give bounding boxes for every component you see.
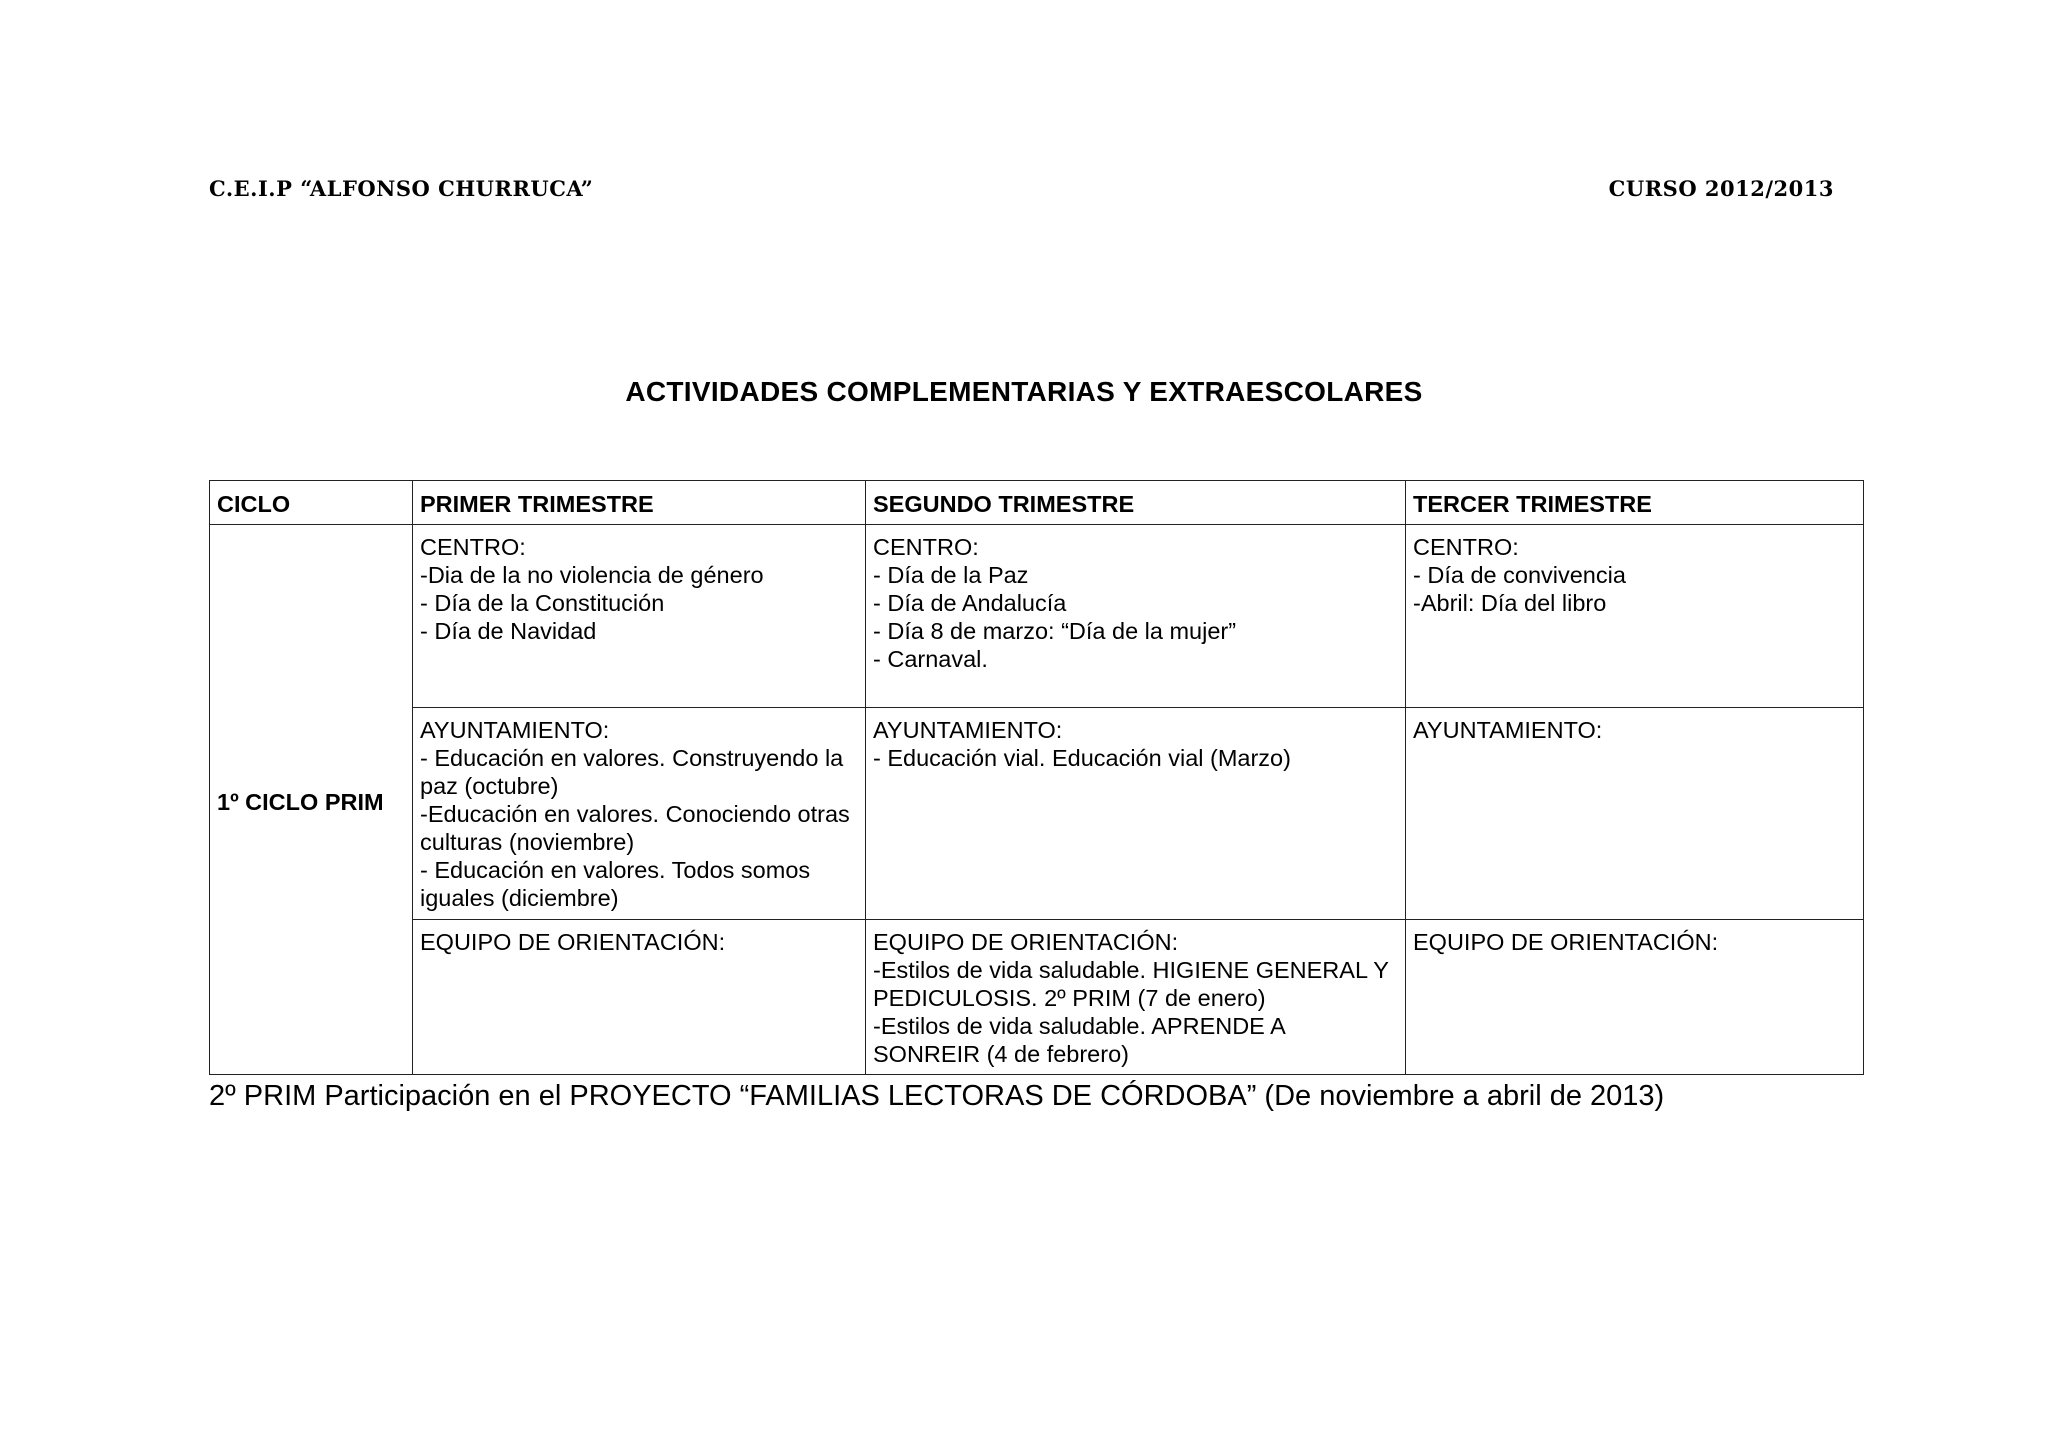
cell-line: - Día de Navidad <box>420 618 597 644</box>
ciclo-cell: 1º CICLO PRIM <box>210 525 413 1075</box>
cell-ayuntamiento-segundo <box>866 708 1406 920</box>
cell-line: CENTRO: <box>420 534 526 560</box>
cell-line: EQUIPO DE ORIENTACIÓN: <box>1413 929 1719 955</box>
cell-line: - Educación en valores. Construyendo la paz (octubre) <box>420 745 844 799</box>
column-header-tercer-trimestre: TERCER TRIMESTRE <box>1406 481 1864 525</box>
cell-equipo-primer <box>413 920 866 1075</box>
school-name: C.E.I.P “ALFONSO CHURRUCA” <box>209 176 594 201</box>
column-header-ciclo: CICLO <box>210 481 413 525</box>
cell-line: AYUNTAMIENTO: <box>873 717 1063 743</box>
cell-line: -Estilos de vida saludable. HIGIENE GENERAL Y PEDICULOSIS. 2º PRIM (7 de enero) <box>873 957 1389 1011</box>
cell-ayuntamiento-primer <box>413 708 866 920</box>
cell-ayuntamiento-tercer <box>1406 708 1864 920</box>
cell-line: AYUNTAMIENTO: <box>420 717 610 743</box>
cell-line: -Abril: Día del libro <box>1413 590 1607 616</box>
cell-line: - Educación en valores. Todos somos iguales (diciembre) <box>420 857 811 911</box>
cell-line: - Día 8 de marzo: “Día de la mujer” <box>873 618 1237 644</box>
activities-table <box>209 480 1864 1075</box>
column-header-primer-trimestre: PRIMER TRIMESTRE <box>413 481 866 525</box>
table-row-centro <box>210 525 1864 708</box>
table-row-ayuntamiento <box>210 708 1864 920</box>
column-header-segundo-trimestre: SEGUNDO TRIMESTRE <box>866 481 1406 525</box>
table-row-equipo-orientacion <box>210 920 1864 1075</box>
cell-centro-tercer <box>1406 525 1864 708</box>
cell-line: -Estilos de vida saludable. APRENDE A SONREIR (4 de febrero) <box>873 1013 1285 1067</box>
cell-line: - Carnaval. <box>873 646 988 672</box>
cell-line: - Día de convivencia <box>1413 562 1626 588</box>
cell-centro-primer <box>413 525 866 708</box>
cell-equipo-tercer <box>1406 920 1864 1075</box>
cell-line: AYUNTAMIENTO: <box>1413 717 1603 743</box>
cell-line: -Educación en valores. Conociendo otras culturas (noviembre) <box>420 801 850 855</box>
cell-line: - Día de la Paz <box>873 562 1029 588</box>
cell-line: -Dia de la no violencia de género <box>420 562 764 588</box>
course-year: CURSO 2012/2013 <box>1608 176 1834 201</box>
cell-line: CENTRO: <box>873 534 979 560</box>
cell-line: EQUIPO DE ORIENTACIÓN: <box>420 929 726 955</box>
cell-line: - Día de la Constitución <box>420 590 665 616</box>
footer-note: 2º PRIM Participación en el PROYECTO “FAMILIAS LECTORAS DE CÓRDOBA” (De noviembre a abril de 2013) <box>209 1080 1665 1112</box>
cell-equipo-segundo <box>866 920 1406 1075</box>
document-title: ACTIVIDADES COMPLEMENTARIAS Y EXTRAESCOLARES <box>625 376 1423 407</box>
cell-line: CENTRO: <box>1413 534 1519 560</box>
table-header-row <box>210 481 1864 525</box>
cell-line: - Educación vial. Educación vial (Marzo) <box>873 745 1291 771</box>
cell-line: EQUIPO DE ORIENTACIÓN: <box>873 929 1179 955</box>
cell-centro-segundo <box>866 525 1406 708</box>
cell-line: - Día de Andalucía <box>873 590 1067 616</box>
